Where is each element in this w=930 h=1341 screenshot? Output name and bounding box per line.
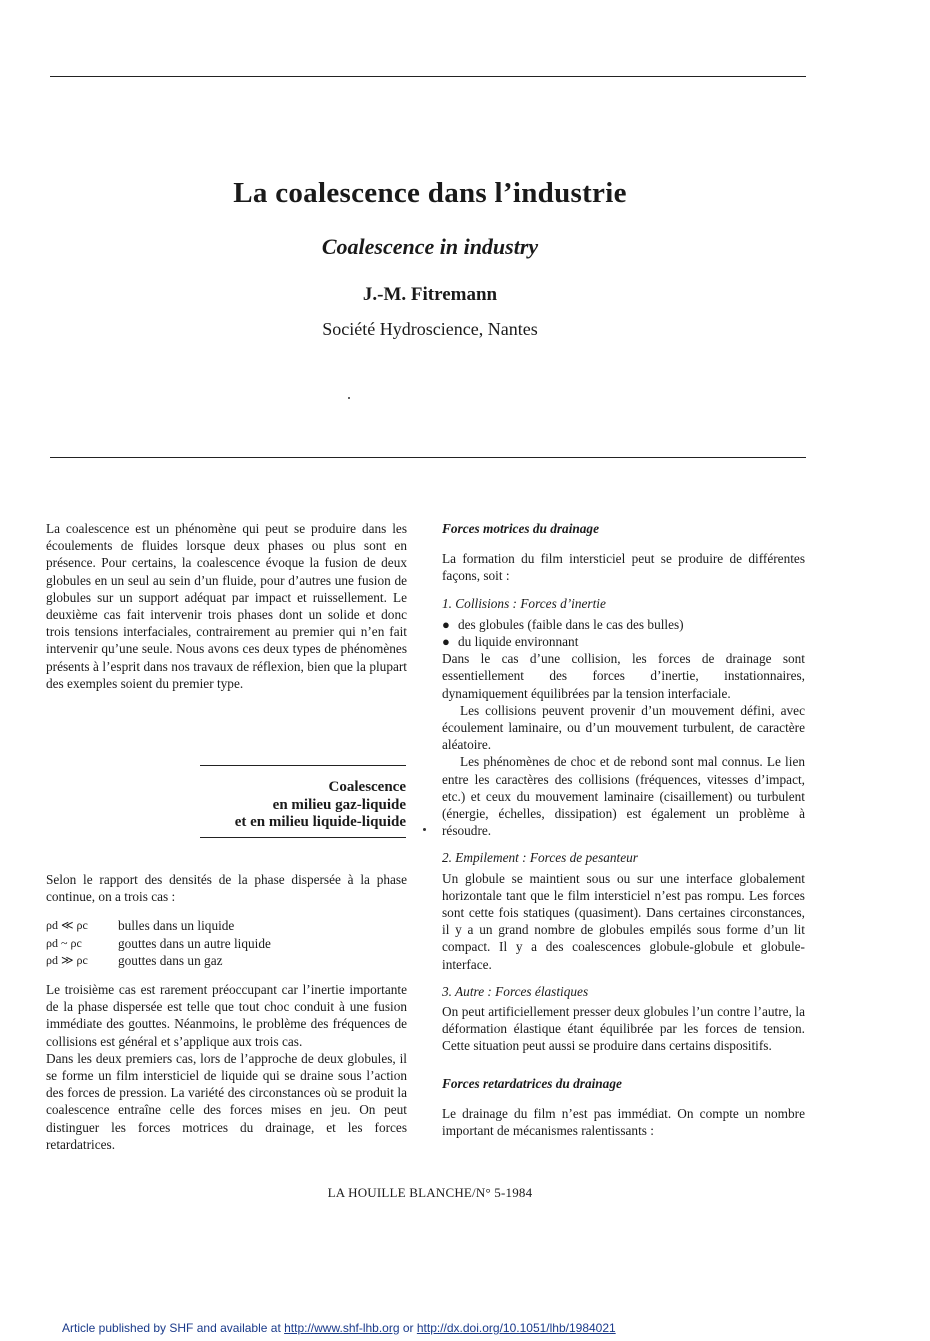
left-column [46, 520, 407, 692]
body-paragraph: Dans le cas d’une collision, les forces de drainage sont essentiellement des forces d’inertie, instationnaires, dynamiquement équilibrées par la tension interfaciale. [442, 651, 805, 701]
publication-notice [62, 1321, 616, 1335]
relation-symbol: ρd ~ ρc [46, 935, 82, 950]
section-heading-line-1: Coalescence [328, 779, 406, 795]
article-subtitle: Coalescence in industry [321, 234, 539, 259]
scan-speck [348, 397, 350, 399]
top-rule [50, 76, 806, 77]
densities-intro: Selon le rapport des densités de la phase dispersée à la phase continue, on a trois cas : [46, 872, 407, 905]
subheading-autre: 3. Autre : Forces élastiques [442, 983, 589, 999]
section-rule-bottom [200, 837, 406, 838]
header-bottom-rule [50, 457, 806, 458]
section-heading [200, 779, 406, 832]
relation-symbol: ρd ≪ ρc [46, 918, 88, 933]
left-column-lower [46, 871, 407, 1153]
body-paragraph: Un globule se maintient sous ou sur une interface globalement horizontale tant que le film intersticiel n’est pas rompu. Les forces sont cette fois statiques (quasiment). Dans certaines circonstances, il y a un grand nombre de globules empilés sous forme d’un lit compact. Il y a des coalescences globule-globule et globule-interface. [442, 870, 805, 972]
author-affiliation: Société Hydroscience, Nantes [322, 319, 538, 339]
body-paragraph: Les collisions peuvent provenir d’un mouvement défini, avec écoulement laminaire, ou d’un mouvement turbulent, de caractère aléatoire. [442, 702, 805, 753]
abstract-paragraph: La coalescence est un phénomène qui peut se produire dans les écoulements de fluides lorsque deux phases ou plus sont en présence. Pour certains, la coalescence évoque la fusion de deux globules en un seul au sein d’un fluide, pour d’autres une fusion de globules sur un support adéquat par impact et ruissellement. Le deuxième cas fait intervenir trois phases dont un solide et donc trois tensions interfaciales, contrairement au premier qui n’en fait intervenir qu’une seule. Nous avons ces deux types de phénomènes présents à l’esprit dans nos travaux de réflexion, bien que la plupart des exemples soient du premier type. [46, 521, 407, 691]
relation-row [46, 952, 407, 969]
bullet-icon: ● [442, 616, 450, 632]
section-heading-line-2: en milieu gaz-liquide [272, 796, 406, 813]
body-paragraph: Le troisième cas est rarement préoccupant car l’inertie importante de la phase dispersée est telle que tout choc conduit à une fusion immédiate des gouttes. Néanmoins, le problème des fréquences de collisions est général et s’applique aux trois cas. [46, 982, 407, 1049]
scan-speck [423, 828, 426, 831]
body-paragraph: On peut artificiellement presser deux globules l’un contre l’autre, la déformation élastique étant équilibrée par les forces de tension. Cette situation peut aussi se produire dans certains dispositifs. [442, 1004, 805, 1054]
relation-text: gouttes dans un gaz [118, 952, 223, 968]
doi-link[interactable]: http://dx.doi.org/10.1051/lhb/1984021 [416, 1321, 616, 1335]
body-paragraph: La formation du film intersticiel peut se produire de différentes façons, soit : [442, 551, 805, 584]
bullet-item [442, 633, 805, 650]
journal-footer: LA HOUILLE BLANCHE/N° 5-1984 [327, 1185, 533, 1200]
shf-link[interactable]: http://www.shf-lhb.org [284, 1321, 400, 1335]
section-heading-line-3: et en milieu liquide-liquide [234, 814, 406, 830]
body-paragraph: Les phénomènes de choc et de rebond sont mal connus. Le lien entre les caractères des collisions (fréquences, vitesses d’impact, etc.) et ceux du mouvement laminaire (cisaillement) ou turbulent (énergie, échelles, dissipation) est également un problème à résoudre. [442, 754, 805, 839]
subheading-empilement: 2. Empilement : Forces de pesanteur [442, 850, 638, 866]
body-paragraph: Dans les deux premiers cas, lors de l’approche de deux globules, il se forme un film intersticiel de liquide qui se draine sous l’action des forces de pression. La variété des circonstances où se produit la coalescence entraîne celle des forces mises en jeu. On peut distinguer les forces motrices du drainage, et les forces retardatrices. [46, 1050, 407, 1152]
section-rule-top [200, 765, 406, 766]
relation-row [46, 935, 407, 952]
publication-or: or [399, 1321, 417, 1335]
relation-text: bulles dans un liquide [118, 918, 235, 934]
relation-symbol: ρd ≫ ρc [46, 952, 88, 967]
publication-prefix: Article published by SHF and available at [62, 1321, 285, 1335]
author-name: J.-M. Fitremann [362, 284, 498, 305]
relation-text: gouttes dans un autre liquide [118, 935, 271, 951]
body-paragraph: Le drainage du film n’est pas immédiat. On compte un nombre important de mécanismes ralentissants : [442, 1105, 805, 1139]
subheading-collisions: 1. Collisions : Forces d’inertie [442, 595, 606, 611]
right-column [442, 520, 805, 1139]
relation-row [46, 917, 407, 934]
bullet-text: des globules (faible dans le cas des bulles) [458, 616, 684, 632]
bullet-icon: ● [442, 634, 450, 650]
heading-forces-retardatrices: Forces retardatrices du drainage [442, 1075, 622, 1091]
heading-forces-motrices: Forces motrices du drainage [442, 521, 599, 536]
article-title: La coalescence dans l’industrie [233, 177, 627, 209]
bullet-item [442, 616, 805, 633]
bullet-text: du liquide environnant [458, 634, 579, 650]
